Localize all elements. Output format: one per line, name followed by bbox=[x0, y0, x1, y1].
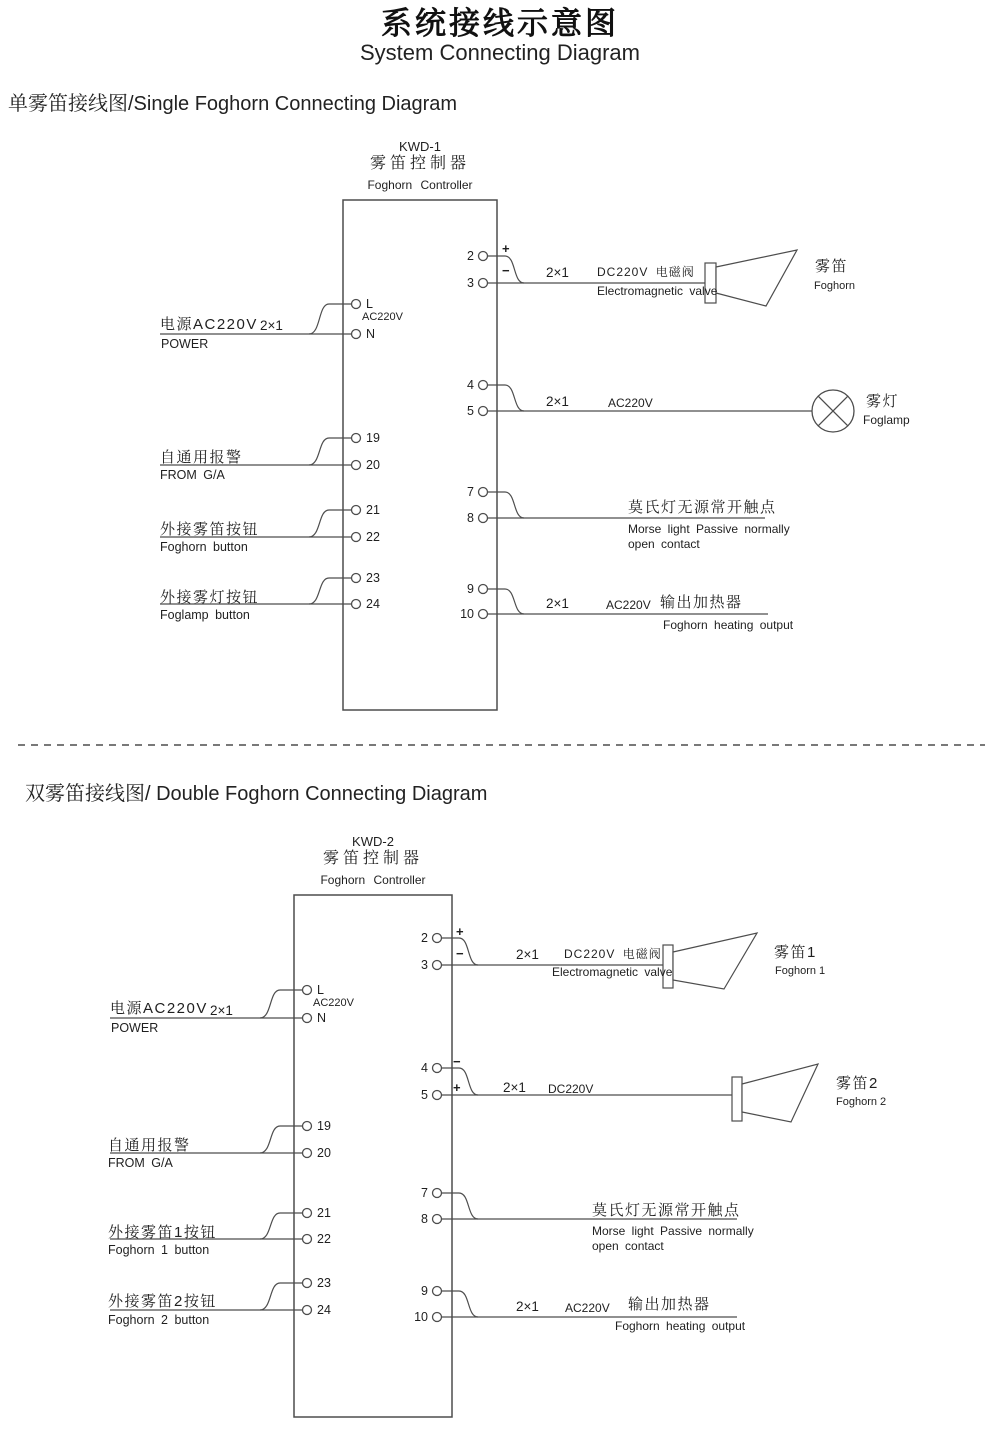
morse-label-en1: Morse light Passive normally bbox=[592, 1224, 754, 1238]
terminal-circle bbox=[352, 574, 361, 583]
terminal-L-label: L bbox=[366, 297, 373, 311]
morse-label-en2: open contact bbox=[592, 1239, 664, 1253]
terminal-circle bbox=[479, 381, 488, 390]
foghorn2-voltage: DC220V bbox=[548, 1082, 594, 1096]
morse-label-en2: open contact bbox=[628, 537, 700, 551]
terminal-19-label: 19 bbox=[317, 1119, 331, 1133]
controller-model-label: KWD-2 bbox=[352, 834, 394, 849]
terminal-circle bbox=[352, 461, 361, 470]
terminal-23-label: 23 bbox=[366, 571, 380, 585]
terminal-8-label: 8 bbox=[421, 1212, 428, 1226]
polarity-minus: − bbox=[456, 946, 464, 961]
single-wires bbox=[160, 256, 812, 614]
foghorn1-label-en: Foghorn 1 bbox=[775, 965, 826, 977]
terminal-circle bbox=[479, 610, 488, 619]
valve-label-zh: DC220V 电磁阀 bbox=[564, 947, 662, 961]
morse-label-zh: 莫氏灯无源常开触点 bbox=[628, 499, 777, 516]
terminal-circle bbox=[303, 1235, 312, 1244]
heater-wire-spec: 2×1 bbox=[546, 596, 569, 611]
terminal-21-label: 21 bbox=[366, 503, 380, 517]
terminal-circle bbox=[433, 1287, 442, 1296]
foghorn2-label-en: Foghorn 2 bbox=[836, 1096, 887, 1108]
foglamp-button-label-en: Foglamp button bbox=[160, 608, 250, 622]
terminal-24-label: 24 bbox=[317, 1303, 331, 1317]
heater-label-en: Foghorn heating output bbox=[663, 618, 794, 632]
controller-name-en: Foghorn Controller bbox=[367, 178, 473, 192]
foghorn-horn-icon bbox=[716, 250, 797, 306]
terminal-LN-voltage: AC220V bbox=[313, 997, 354, 1009]
valve-wire-spec: 2×1 bbox=[546, 265, 569, 280]
terminal-22-label: 22 bbox=[366, 530, 380, 544]
terminal-3-label: 3 bbox=[467, 276, 474, 290]
from-ga-label-en: FROM G/A bbox=[108, 1156, 173, 1170]
heater-label-en: Foghorn heating output bbox=[615, 1319, 746, 1333]
foglamp-icon bbox=[812, 390, 854, 432]
polarity-plus: + bbox=[502, 241, 510, 256]
power-label-en: POWER bbox=[161, 337, 209, 351]
terminal-5-label: 5 bbox=[467, 404, 474, 418]
valve-label-zh: DC220V 电磁阀 bbox=[597, 265, 695, 279]
double-section-heading: 双雾笛接线图/ Double Foghorn Connecting Diagram bbox=[25, 783, 488, 805]
terminal-circle bbox=[479, 252, 488, 261]
terminal-circle bbox=[433, 961, 442, 970]
controller-name-zh: 雾笛控制器 bbox=[369, 155, 470, 172]
foghorn-button-label-en: Foghorn button bbox=[160, 540, 248, 554]
power-label-en: POWER bbox=[111, 1021, 159, 1035]
terminal-20-label: 20 bbox=[317, 1146, 331, 1160]
polarity-minus: − bbox=[453, 1054, 461, 1069]
foghorn1-label-zh: 雾笛1 bbox=[774, 944, 817, 961]
single-section-heading: 单雾笛接线图/Single Foghorn Connecting Diagram bbox=[8, 93, 458, 115]
terminal-circle bbox=[433, 1064, 442, 1073]
valve-label-en: Electromagnetic valve bbox=[552, 965, 673, 979]
heater-label-zh: 输出加热器 bbox=[628, 1296, 711, 1313]
terminal-3-label: 3 bbox=[421, 958, 428, 972]
foghorn2-label-zh: 雾笛2 bbox=[836, 1075, 879, 1092]
terminal-circle bbox=[352, 300, 361, 309]
power-wire-spec: 2×1 bbox=[210, 1003, 233, 1018]
terminal-7-label: 7 bbox=[467, 485, 474, 499]
terminal-N-label: N bbox=[317, 1011, 327, 1025]
from-ga-label-en: FROM G/A bbox=[160, 468, 225, 482]
terminal-8-label: 8 bbox=[467, 511, 474, 525]
from-ga-label-zh: 自通用报警 bbox=[108, 1137, 191, 1154]
terminal-2-label: 2 bbox=[421, 931, 428, 945]
terminal-4-label: 4 bbox=[467, 378, 474, 392]
terminal-circle bbox=[352, 434, 361, 443]
terminal-circle bbox=[303, 1122, 312, 1131]
terminal-9-label: 9 bbox=[421, 1284, 428, 1298]
foglamp-label-en: Foglamp bbox=[863, 413, 910, 427]
controller-name-en: Foghorn Controller bbox=[320, 873, 426, 887]
foghorn1-button-label-en: Foghorn 1 button bbox=[108, 1243, 210, 1257]
terminal-circle bbox=[433, 1189, 442, 1198]
terminal-10-label: 10 bbox=[414, 1310, 428, 1324]
terminal-circle bbox=[433, 934, 442, 943]
terminal-circle bbox=[352, 533, 361, 542]
controller-model-label: KWD-1 bbox=[399, 139, 441, 154]
terminal-9-label: 9 bbox=[467, 582, 474, 596]
foghorn-label-en: Foghorn bbox=[814, 280, 855, 292]
terminal-circle bbox=[433, 1313, 442, 1322]
double-wires bbox=[110, 938, 737, 1317]
power-label-zh: 电源AC220V bbox=[160, 316, 258, 333]
terminal-circle bbox=[352, 600, 361, 609]
foglamp-wire-spec: 2×1 bbox=[546, 394, 569, 409]
page-title-en: System Connecting Diagram bbox=[359, 40, 640, 65]
terminal-20-label: 20 bbox=[366, 458, 380, 472]
terminal-circle bbox=[433, 1091, 442, 1100]
terminal-7-label: 7 bbox=[421, 1186, 428, 1200]
page-title-zh: 系统接线示意图 bbox=[381, 6, 619, 41]
terminal-circle bbox=[352, 506, 361, 515]
terminal-19-label: 19 bbox=[366, 431, 380, 445]
polarity-plus: + bbox=[453, 1080, 461, 1095]
foghorn1-button-label-zh: 外接雾笛1按钮 bbox=[108, 1224, 217, 1241]
foglamp-voltage: AC220V bbox=[608, 396, 653, 410]
heater-wire-spec: 2×1 bbox=[516, 1299, 539, 1314]
power-label-zh: 电源AC220V bbox=[110, 1000, 208, 1017]
foghorn2-button-label-en: Foghorn 2 button bbox=[108, 1313, 210, 1327]
terminal-22-label: 22 bbox=[317, 1232, 331, 1246]
electromagnetic-valve-2-icon bbox=[732, 1077, 742, 1121]
terminal-circle bbox=[303, 986, 312, 995]
foglamp-button-label-zh: 外接雾灯按钮 bbox=[160, 589, 260, 606]
terminal-circle bbox=[479, 585, 488, 594]
heater-label-zh: 输出加热器 bbox=[660, 594, 743, 611]
foghorn-label-zh: 雾笛 bbox=[815, 258, 849, 275]
morse-label-en1: Morse light Passive normally bbox=[628, 522, 790, 536]
terminal-circle bbox=[303, 1306, 312, 1315]
power-wire-spec: 2×1 bbox=[260, 318, 283, 333]
morse-label-zh: 莫氏灯无源常开触点 bbox=[592, 1202, 741, 1219]
terminal-24-label: 24 bbox=[366, 597, 380, 611]
polarity-minus: − bbox=[502, 263, 510, 278]
terminal-circle bbox=[303, 1209, 312, 1218]
terminal-5-label: 5 bbox=[421, 1088, 428, 1102]
terminal-2-label: 2 bbox=[467, 249, 474, 263]
heater-voltage: AC220V bbox=[606, 598, 651, 612]
foghorn-button-label-zh: 外接雾笛按钮 bbox=[160, 521, 260, 538]
terminal-4-label: 4 bbox=[421, 1061, 428, 1075]
terminal-LN-voltage: AC220V bbox=[362, 311, 403, 323]
terminal-circle bbox=[479, 279, 488, 288]
valve-wire-spec: 2×1 bbox=[516, 947, 539, 962]
terminal-circle bbox=[479, 407, 488, 416]
foghorn2-wire-spec: 2×1 bbox=[503, 1080, 526, 1095]
terminal-L-label: L bbox=[317, 983, 324, 997]
terminal-circle bbox=[479, 488, 488, 497]
terminal-circle bbox=[433, 1215, 442, 1224]
terminal-circle bbox=[352, 330, 361, 339]
foghorn-1-horn-icon bbox=[673, 933, 757, 989]
foglamp-label-zh: 雾灯 bbox=[866, 393, 900, 410]
terminal-circle bbox=[479, 514, 488, 523]
foghorn-2-horn-icon bbox=[742, 1064, 818, 1122]
polarity-plus: + bbox=[456, 924, 464, 939]
heater-voltage: AC220V bbox=[565, 1301, 610, 1315]
valve-label-en: Electromagnetic valve bbox=[597, 284, 718, 298]
from-ga-label-zh: 自通用报警 bbox=[160, 449, 243, 466]
terminal-10-label: 10 bbox=[460, 607, 474, 621]
terminal-21-label: 21 bbox=[317, 1206, 331, 1220]
terminal-circle bbox=[303, 1014, 312, 1023]
foghorn2-button-label-zh: 外接雾笛2按钮 bbox=[108, 1293, 217, 1310]
terminal-N-label: N bbox=[366, 327, 376, 341]
terminal-23-label: 23 bbox=[317, 1276, 331, 1290]
terminal-circle bbox=[303, 1149, 312, 1158]
terminal-circle bbox=[303, 1279, 312, 1288]
controller-name-zh: 雾笛控制器 bbox=[322, 850, 423, 867]
